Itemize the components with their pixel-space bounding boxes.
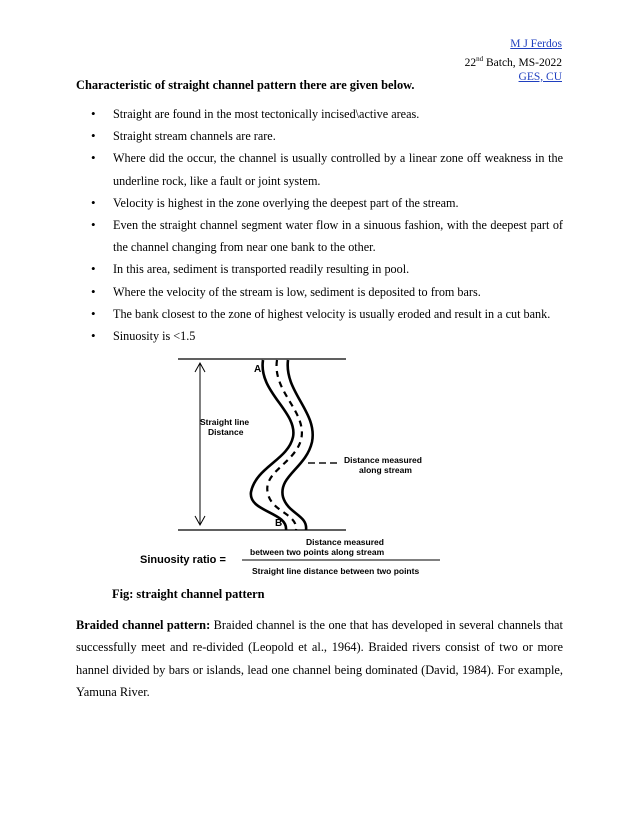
paragraph-lead: Braided channel pattern: <box>76 618 211 632</box>
paragraph-body: Braided channel is the one that has developed in several channels that successfully meet and re-divided (Leopold et al., 1964). Braided rivers consist of two or more hannel divided by bars or islands, lead one channel being dominated (David, 1984). For example, Yamuna River. <box>76 618 563 700</box>
list-item: • Straight are found in the most tectonically incised\active areas. <box>76 103 563 125</box>
figure-caption: Fig: straight channel pattern <box>112 587 265 601</box>
denominator-label: Straight line distance between two points <box>252 566 420 576</box>
stream-label-2: along stream <box>359 465 412 475</box>
list-item: • Sinuosity is <1.5 <box>76 325 563 347</box>
dept-link[interactable]: GES, CU <box>518 70 562 83</box>
batch-line: 22nd Batch, MS-2022 <box>464 54 562 69</box>
list-item: • In this area, sediment is transported readily resulting in pool. <box>76 258 563 280</box>
list-item: • Straight stream channels are rare. <box>76 125 563 147</box>
list-item: • Where did the occur, the channel is usually controlled by a linear zone off weakness in the underline rock, like a fault or joint system. <box>76 147 563 191</box>
straight-distance-label: Distance <box>208 427 244 437</box>
author-link[interactable]: M J Ferdos <box>510 38 562 50</box>
section-heading: Characteristic of straight channel pattern there are given below. <box>76 78 415 92</box>
numerator-label-2: between two points along stream <box>250 547 385 557</box>
list-item: • Where the velocity of the stream is low, sediment is deposited to from bars. <box>76 281 563 303</box>
page-header <box>465 37 562 84</box>
numerator-label: Distance measured <box>306 537 384 547</box>
sinuosity-ratio-label: Sinuosity ratio = <box>140 554 226 566</box>
thalweg-dashed <box>267 360 302 530</box>
straight-line-label: Straight line <box>200 417 250 427</box>
list-item: • The bank closest to the zone of highest velocity is usually eroded and result in a cut bank. <box>76 303 563 325</box>
sinuosity-diagram <box>138 352 458 578</box>
bullet-list <box>76 103 563 347</box>
point-a-label: A <box>254 364 262 375</box>
point-b-label: B <box>275 518 283 529</box>
right-bank <box>282 360 312 530</box>
list-item: • Velocity is highest in the zone overlying the deepest part of the stream. <box>76 192 563 214</box>
braided-paragraph <box>76 614 563 704</box>
stream-label: Distance measured <box>344 455 422 465</box>
list-item: • Even the straight channel segment water flow in a sinuous fashion, with the deepest part of the channel changing from near one bank to the other. <box>76 214 563 258</box>
